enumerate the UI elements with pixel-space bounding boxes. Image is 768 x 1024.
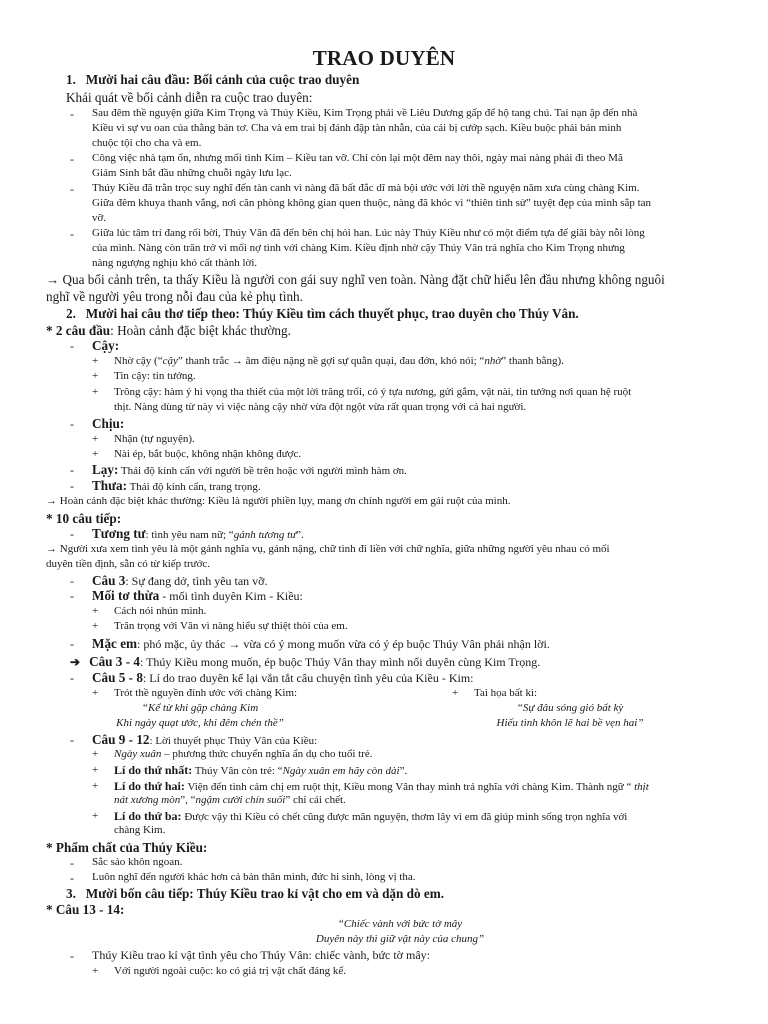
- dash-marker: -: [70, 574, 74, 588]
- sub-bullet-line: [114, 779, 649, 794]
- sub-bullet-line: Cách nói nhún mình.: [114, 605, 207, 617]
- section-3-heading: [66, 886, 444, 902]
- conclusion-line: [46, 272, 665, 288]
- dash-marker: -: [70, 733, 74, 747]
- term-text: : Lời thuyết phục Thúy Vân của Kiều:: [149, 735, 318, 747]
- plus-marker: +: [92, 810, 99, 822]
- term-text: - mối tình duyên Kim - Kiều:: [159, 589, 303, 603]
- term-line: [92, 732, 317, 748]
- section-heading-text: Mười bốn câu tiếp: Thúy Kiều trao kỉ vật cho em và dặn dò em.: [85, 886, 445, 901]
- italic-run: ngậm cười chín suối: [195, 794, 286, 806]
- term-line: [92, 573, 268, 589]
- term-text: : Lí do trao duyên kể lại vắn tắt câu chuyện tình yêu của Kiều - Kim:: [142, 671, 474, 685]
- italic-run: thịt: [634, 781, 649, 793]
- term-line: [92, 588, 303, 604]
- section-heading-text: Mười hai câu đầu: Bối cảnh của cuộc trao duyên: [85, 72, 360, 87]
- text-run: Viện đến tình cảm chị em ruột thịt, Kiều mong Vân thay mình trả nghĩa với chàng Kim. Thành ngữ “: [184, 781, 635, 793]
- text-run: ” chỉ cái chết.: [285, 794, 346, 806]
- arrow-icon: →: [46, 543, 57, 555]
- quote-line: Khi ngày quạt ước, khi đêm chén thề”: [116, 717, 284, 729]
- quote-line: “Sự đâu sóng gió bất kỳ: [516, 702, 624, 714]
- plus-marker: +: [92, 764, 99, 776]
- reason-label: Lí do thứ nhất:: [114, 763, 193, 777]
- dash-marker: -: [70, 182, 74, 196]
- text-run: Được vậy thì Kiều có chết cũng được mãn nguyện, thơm lây vì em đã giúp mình sống trọn nghĩa với: [181, 811, 628, 823]
- plus-marker: +: [92, 687, 99, 699]
- reason-label: Lí do thứ hai:: [114, 779, 185, 793]
- text-run: ” thanh trắc → âm điệu nặng nề gợi sự quằn quại, đau đớn, khó nói; “: [177, 355, 485, 367]
- quote-line: “Kể từ khi gặp chàng Kim: [141, 702, 259, 714]
- conclusion-line: nghĩ về người yêu trong nỗi đau của kẻ phụ tình.: [46, 289, 303, 304]
- term-line: [70, 654, 540, 670]
- subsection-label: * 2 câu đầu: [46, 323, 111, 338]
- sub-bullet-line: Tai họa bất kì:: [474, 687, 538, 699]
- section-1-heading: [66, 72, 359, 88]
- dash-marker: -: [70, 589, 74, 603]
- bullet-line: Thúy Kiều đã trằn trọc suy nghĩ đến tàn canh vì nàng đã bất đắc dĩ mà bội ước với lời thề nguyện năm xưa cùng chàng Kim.: [92, 182, 640, 194]
- bullet-line: Giữa lúc tâm trí đang rối bời, Thúy Vân đã đến bên chị hỏi han. Lúc này Thúy Kiều như có một điểm tựa để giãi bày nỗi lòng: [92, 227, 645, 239]
- bullet-line: Kiều vì sự vu oan của thằng bán tơ. Cha và em trai bị đánh đập tàn nhẫn, của cải bị cướp sạch. Kiều buộc phải bán mình: [92, 122, 622, 134]
- term-label: Câu 5 - 8: [92, 670, 143, 685]
- plus-marker: +: [92, 605, 99, 617]
- conclusion-line: [46, 495, 510, 507]
- reason-label: Lí do thứ ba:: [114, 809, 182, 823]
- dash-marker: -: [70, 637, 74, 651]
- sub-bullet-line: Nài ép, bắt buộc, không nhận không được.: [114, 448, 302, 460]
- conclusion-text: Hoàn cảnh đặc biệt khác thường: Kiều là người phiền lụy, mang ơn chính người em gái ruột của mình.: [59, 495, 511, 507]
- note-line: [46, 543, 610, 555]
- term-line: [92, 462, 407, 478]
- dash-marker: -: [70, 671, 74, 685]
- term-text: Thái độ kính cẩn, trang trọng.: [127, 481, 261, 493]
- plus-marker: +: [92, 748, 99, 760]
- term-label: Mối tơ thừa: [92, 588, 160, 603]
- dash-marker: -: [70, 152, 74, 166]
- section-number: 1.: [66, 72, 76, 87]
- section-2-heading: [66, 306, 579, 322]
- intro-text: Khái quát về bối cảnh diễn ra cuộc trao duyên:: [66, 90, 313, 105]
- section-number: 2.: [66, 306, 76, 321]
- bullet-line: Giữa đêm khuya thanh vắng, nơi căn phòng không gian quen thuộc, nàng đã khóc vì “thiên tình sử” tuyệt đẹp của mình sắp tan: [92, 197, 652, 209]
- italic-run: nhờ: [484, 355, 502, 367]
- italic-run: cậy: [162, 355, 178, 367]
- conclusion-text: Qua bối cảnh trên, ta thấy Kiều là người con gái suy nghĩ ven toàn. Nàng đặt chữ hiếu lên đầu nhưng không nguôi: [62, 272, 665, 287]
- term-label: Lạy:: [92, 462, 119, 477]
- term-label: Câu 3: [92, 573, 126, 588]
- term-line: [92, 478, 261, 494]
- arrow-icon: →: [46, 272, 60, 287]
- dash-marker: -: [70, 856, 74, 870]
- note-line: duyên tiền định, sẵn có từ kiếp trước.: [46, 558, 211, 570]
- sub-bullet-line: Trót thề nguyền đính ước với chàng Kim:: [114, 687, 298, 699]
- sub-bullet-line: Nhận (tự nguyện).: [114, 433, 195, 445]
- dash-marker: -: [70, 227, 74, 241]
- plus-marker: +: [92, 448, 99, 460]
- term-text: Thái độ kính cẩn với người bề trên hoặc với người mình hàm ơn.: [118, 465, 407, 477]
- sub-bullet-line: chàng Kim.: [114, 824, 166, 836]
- bullet-line: nàng ngượng nghịu khó cất thành lời.: [92, 257, 258, 269]
- subsection-label: * Câu 13 - 14:: [46, 902, 125, 917]
- sub-bullet-line: thịt. Nàng dùng từ này vì việc nàng cậy nhờ vừa đột ngột vừa rất quan trọng với cả hai người.: [114, 401, 527, 413]
- bullet-line: Sắc sảo khôn ngoan.: [92, 856, 183, 868]
- bullet-line: Công việc nhà tạm ổn, nhưng mối tình Kim – Kiều tan vỡ. Chỉ còn lại một đêm nay thôi, ngày mai nàng phải đi theo Mã: [92, 152, 623, 164]
- italic-run: gánh tương tư: [233, 529, 297, 541]
- plus-marker: +: [452, 687, 459, 699]
- term-label: Câu 3 - 4: [89, 654, 140, 669]
- sub-bullet-line: Tin cậy: tin tưởng.: [114, 370, 196, 382]
- bullet-line: Sau đêm thề nguyện giữa Kim Trọng và Thúy Kiều, Kim Trọng phải về Liêu Dương gấp để hộ tang chú. Tai nạn ập đến nhà: [92, 107, 638, 119]
- term-line: [92, 670, 473, 686]
- term-label: Mặc em: [92, 636, 138, 651]
- text-run: Nhờ cậy (“: [114, 355, 163, 367]
- bullet-line: của mình. Nàng còn trăn trở vì mối nợ tình với chàng Kim. Kiều định nhờ cậy Thúy Vân trả nghĩa cho Kim Trọng nhưng: [92, 242, 625, 254]
- section-number: 3.: [66, 886, 76, 901]
- subsection-line: [46, 323, 291, 339]
- term-text: : tình yêu nam nữ; “: [145, 529, 234, 541]
- subsection-text: : Hoàn cảnh đặc biệt khác thường.: [110, 323, 291, 338]
- italic-run: nát xương mòn: [114, 794, 181, 806]
- subsection-label: * Phẩm chất của Thúy Kiều:: [46, 840, 208, 855]
- term-text: : Sự đang dở, tình yêu tan vỡ.: [125, 574, 268, 588]
- term-label: Chịu:: [92, 416, 125, 431]
- plus-marker: +: [92, 620, 99, 632]
- term-text: ”.: [296, 529, 304, 541]
- sub-bullet-line: [114, 809, 627, 824]
- plus-marker: +: [92, 780, 99, 792]
- bold-arrow-icon: ➔: [70, 655, 81, 669]
- dash-marker: -: [70, 417, 74, 431]
- document-title: TRAO DUYÊN: [312, 46, 456, 70]
- italic-run: Ngày xuân em hãy còn dài: [282, 765, 400, 777]
- subsection-label: * 10 câu tiếp:: [46, 511, 122, 526]
- dash-marker: -: [70, 107, 74, 121]
- arrow-icon: →: [46, 495, 57, 507]
- plus-marker: +: [92, 965, 99, 977]
- sub-bullet-line: [114, 763, 407, 778]
- term-label: Cậy:: [92, 338, 120, 353]
- sub-bullet-line: Với người ngoài cuộc: ko có giá trị vật chất đáng kể.: [114, 965, 347, 977]
- bullet-line: Giám Sinh bắt đầu những chuỗi ngày lưu lạc.: [92, 167, 292, 179]
- quote-line: Hiếu tình khôn lẽ hai bề vẹn hai”: [496, 717, 644, 729]
- plus-marker: +: [92, 355, 99, 367]
- dash-marker: -: [70, 463, 74, 477]
- plus-marker: +: [92, 386, 99, 398]
- note-text: Người xưa xem tình yêu là một gánh nghĩa vụ, gánh nặng, chữ tình đi liền với chữ nghĩa, giữa những người yêu nhau có mối: [59, 543, 610, 555]
- bullet-line: Thúy Kiều trao kỉ vật tình yêu cho Thúy Vân: chiếc vành, bức tờ mây:: [92, 948, 430, 962]
- text-run: ”, “: [180, 794, 196, 806]
- dash-marker: -: [70, 479, 74, 493]
- text-run: – phương thức chuyển nghĩa ẩn dụ cho tuổi trẻ.: [161, 748, 373, 760]
- plus-marker: +: [92, 370, 99, 382]
- term-text: : phó mặc, ủy thác → vừa có ý mong muốn vừa có ý ép buộc Thúy Vân phải nhận lời.: [137, 637, 550, 651]
- quote-line: Duyên này thì giữ vật này của chung”: [315, 933, 485, 945]
- dash-marker: -: [70, 339, 74, 353]
- dash-marker: -: [70, 871, 74, 885]
- term-label: Câu 9 - 12: [92, 732, 150, 747]
- text-run: ”.: [399, 765, 408, 777]
- text-run: Thúy Vân còn trẻ: “: [192, 765, 283, 777]
- bullet-line: chuộc tội cho cha và em.: [92, 137, 202, 149]
- dash-marker: -: [70, 949, 74, 963]
- sub-bullet-line: [114, 794, 346, 806]
- sub-bullet-line: Trông cậy: hàm ý hi vọng tha thiết của một lời trăng trối, có ý tựa nương, gửi gắm, vật nài, tin tưởng nơi quan hệ ruột: [114, 386, 632, 398]
- quote-line: “Chiếc vành với bức tờ mây: [337, 918, 463, 930]
- italic-run: Ngày xuân: [114, 748, 162, 760]
- term-text: : Thúy Kiều mong muốn, ép buộc Thúy Vân thay mình nối duyên cùng Kim Trọng.: [139, 655, 541, 669]
- sub-bullet-line: [114, 355, 564, 367]
- text-run: ” thanh bằng).: [501, 355, 564, 367]
- dash-marker: -: [70, 527, 74, 541]
- term-line: [92, 636, 550, 652]
- bullet-line: vỡ.: [92, 212, 107, 224]
- term-label: Thưa:: [92, 478, 128, 493]
- sub-bullet-line: Trân trọng với Vân vì nàng hiểu sự thiệt thòi của em.: [114, 620, 348, 632]
- term-label: Tương tư: [92, 526, 146, 541]
- term-line: [92, 526, 304, 542]
- sub-bullet-line: [114, 748, 372, 760]
- plus-marker: +: [92, 433, 99, 445]
- bullet-line: Luôn nghĩ đến người khác hơn cả bản thân mình, đức hi sinh, lòng vị tha.: [92, 871, 416, 883]
- section-heading-text: Mười hai câu thơ tiếp theo: Thúy Kiều tìm cách thuyết phục, trao duyên cho Thúy Vân.: [85, 306, 579, 321]
